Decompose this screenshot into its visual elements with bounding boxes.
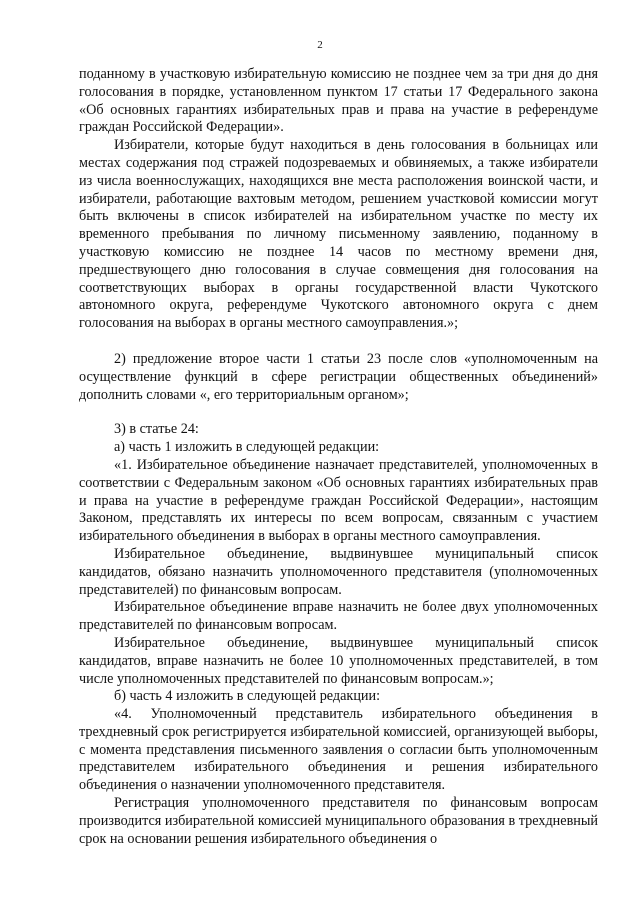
paragraph-ten-representatives: Избирательное объединение, выдвинувшее муниципальный список кандидатов, вправе назначить не более 10 уполномоченных представителей, в том числе уполномоченных представителей по финансовым вопросам.»; [79,634,598,687]
paragraph-voters-temporary-stay: Избиратели, которые будут находиться в день голосования в больницах или местах содержания под стражей подозреваемых и обвиняемых, а также избиратели из числа военнослужащих, находящихся вне места расположения воинской части, и избиратели, работающие вахтовым методом, решением участковой комиссии могут быть включены в список избирателей на избирательном участке по месту их временного пребывания по личному письменному заявлению, поданному в участковую комиссию не позднее 14 часов по местному времени дня, предшествующего дню голосования в случае совмещения дня голосования на соответствующих выборах в органы государственной власти Чукотского автономного округа, референдуме Чукотского автономного округа с днем голосования на выборах в органы местного самоуправления.»; [79,137,598,332]
document-body [79,66,598,848]
paragraph-continuation: поданному в участковую избирательную комиссию не позднее чем за три дня до дня голосования в порядке, установленном пунктом 17 статьи 17 Федерального закона «Об основных гарантиях избирательных прав и права на участие в референдуме граждан Российской Федерации». [79,66,598,136]
paragraph-part-4-text: «4. Уполномоченный представитель избирательного объединения в трехдневный срок регистрируется избирательной комиссией, организующей выборы, с момента представления письменного заявления о согласии быть уполномоченным представителем избирательного объединения и решения избирательного объединения о назначении уполномоченного представителя. [79,706,598,794]
paragraph-obligation: Избирательное объединение, выдвинувшее муниципальный список кандидатов, обязано назначить уполномоченного представителя (уполномоченных представителей) по финансовым вопросам. [79,545,598,598]
paragraph-item-2: 2) предложение второе части 1 статьи 23 после слов «уполномоченным на осуществление функций в сфере регистрации общественных объединений» дополнить словами «, его территориальным органом»; [79,350,598,403]
paragraph-item-3: 3) в статье 24: [114,421,199,438]
paragraph-part-1-text: «1. Избирательное объединение назначает представителей, уполномоченных в соответствии с Федеральным законом «Об основных гарантиях избирательных прав и права на участие в референдуме граждан Российской Федерации», настоящим Законом, представлять их интересы по всем вопросам, связанным с участием избирательного объединения в выборах в органы местного самоуправления. [79,456,598,545]
paragraph-two-representatives: Избирательное объединение вправе назначить не более двух уполномоченных представителей по финансовым вопросам. [79,599,598,634]
paragraph-item-3a: а) часть 1 изложить в следующей редакции: [114,439,380,456]
page-number: 2 [317,39,323,51]
paragraph-item-3b: б) часть 4 изложить в следующей редакции: [114,688,381,705]
paragraph-registration: Регистрация уполномоченного представителя по финансовым вопросам производится избирательной комиссией муниципального образования в трехдневный срок на основании решения избирательного объединения о [79,795,598,847]
